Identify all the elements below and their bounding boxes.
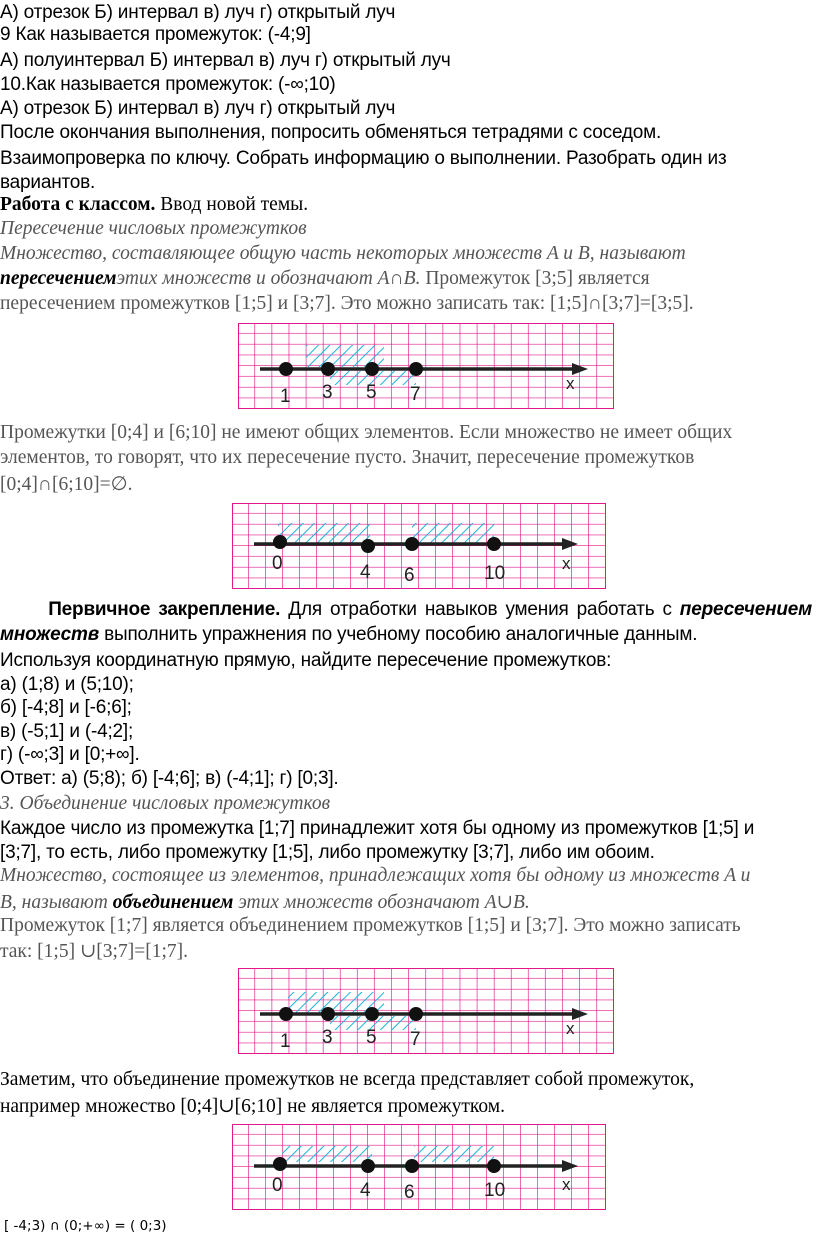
term-intersection: пересечением <box>0 268 117 289</box>
number-line-figure-3 <box>238 968 614 1054</box>
example-union-1: Промежуток [1;7] является объединением промежутков [1;5] и [3;7]. Это можно записать <box>0 915 741 936</box>
question-10: 10.Как называется промежуток: (-∞;10) <box>0 74 336 95</box>
tick-label: 7 <box>410 1029 421 1050</box>
tick-label: 4 <box>360 1180 371 1201</box>
tick-label: 10 <box>484 563 506 584</box>
point-1 <box>279 1007 293 1021</box>
exercise-c: в) (-5;1] и (-4;2]; <box>0 721 134 742</box>
example-union-2: так: [1;5] ∪[3;7]=[1;7]. <box>0 941 188 962</box>
hatch-segment-right <box>412 523 494 543</box>
axis-label: x <box>566 1019 575 1038</box>
class-work-bold: Работа с классом. <box>0 194 156 215</box>
union-paragraph-1: Каждое число из промежутка [1;7] принадлежит хотя бы одному из промежутков [1;5] и <box>0 818 755 839</box>
consolidation-heading: Первичное закрепление. <box>48 599 281 620</box>
answer-options-9: А) полуинтервал Б) интервал в) луч г) открытый луч <box>0 50 451 71</box>
paragraph-empty-1: Промежутки [0;4] и [6;10] не имеют общих элементов. Если множество не имеет общих <box>0 422 733 443</box>
example-intro: Промежуток [3;5] является <box>420 268 650 289</box>
tick-label: 0 <box>272 553 283 574</box>
exercise-a: а) (1;8) и (5;10); <box>0 674 134 695</box>
question-9: 9 Как называется промежуток: (-4;9] <box>0 24 311 45</box>
exercise-intro: Используя координатную прямую, найдите пересечение промежутков: <box>0 650 612 671</box>
point-3 <box>321 362 335 376</box>
example-intersection: пересечением промежутков [1;5] и [3;7]. Это можно записать так: [1;5]∩[3;7]=[3;5]. <box>0 293 694 314</box>
point-7 <box>409 362 423 376</box>
consolidation-text: Для отработки навыков умения работать с <box>280 599 680 620</box>
axis-label: x <box>562 554 571 573</box>
answer-options-8: А) отрезок Б) интервал в) луч г) открытый луч <box>0 2 396 23</box>
class-work-rest: Ввод новой темы. <box>155 194 309 215</box>
tick-label: 1 <box>280 386 291 407</box>
definition-union-1: Множество, состоящее из элементов, принадлежащих хотя бы одному из множеств A и <box>0 865 751 886</box>
point-5 <box>365 1007 379 1021</box>
instruction-line-3: вариантов. <box>0 172 96 193</box>
class-work-heading <box>0 194 308 216</box>
definition-intersection-1: Множество, составляющее общую часть некоторых множеств A и B, называют <box>0 243 686 264</box>
instruction-line-1: После окончания выполнения, попросить обменяться тетрадями с соседом. <box>0 122 662 143</box>
point-0 <box>273 1157 287 1171</box>
term-union: объединением <box>112 892 234 913</box>
hatch-segment-left <box>282 1146 372 1162</box>
tick-label: 6 <box>404 565 415 586</box>
definition-intersection-2 <box>0 268 650 290</box>
tick-label: 4 <box>360 562 371 583</box>
point-4 <box>361 1159 375 1173</box>
tick-label: 7 <box>410 384 421 405</box>
number-line-figure-1 <box>238 323 614 409</box>
point-7 <box>409 1007 423 1021</box>
exercise-d: г) (-∞;3] и [0;+∞]. <box>0 744 140 765</box>
consolidation-line-2 <box>0 624 697 646</box>
point-10 <box>487 537 501 551</box>
tick-label: 5 <box>366 1027 377 1048</box>
paragraph-empty-2: элементов, то говорят, что их пересечение пусто. Значит, пересечение промежутков <box>0 447 695 468</box>
number-line-figure-4 <box>232 1124 606 1210</box>
consolidation-text-2: выполнить упражнения по учебному пособию аналогичные данным. <box>99 624 698 645</box>
bottom-formula: [ -4;3) ∩ (0;+∞) = ( 0;3) <box>4 1218 167 1234</box>
instruction-line-2: Взаимопроверка по ключу. Собрать информацию о выполнении. Разобрать один из <box>0 148 727 169</box>
point-3 <box>321 1007 335 1021</box>
point-0 <box>273 535 287 549</box>
term-intersection-ref: пересечением <box>679 599 812 620</box>
definition-union-lead: B, называют <box>0 892 113 913</box>
section-title-intersection: Пересечение числовых промежутков <box>0 218 307 239</box>
hatch-segment-right <box>414 1146 494 1162</box>
grid-background <box>238 323 614 409</box>
union-paragraph-2: [3;7], то есть, либо промежутку [1;5], либо промежутку [3;7], либо им обоим. <box>0 842 655 863</box>
point-6 <box>405 537 419 551</box>
definition-union-2 <box>0 890 530 914</box>
paragraph-empty-3: [0;4]∩[6;10]=∅. <box>0 474 133 495</box>
tick-label: 5 <box>366 382 377 403</box>
tick-label: 6 <box>404 1182 415 1203</box>
section-title-union: 3. Объединение числовых промежутков <box>0 793 331 814</box>
hatch-segment-left <box>278 523 370 543</box>
exercise-b: б) [-4;8] и [-6;6]; <box>0 697 132 718</box>
point-1 <box>279 362 293 376</box>
tick-label: 3 <box>322 1027 333 1048</box>
point-4 <box>361 539 375 553</box>
tick-label: 3 <box>322 382 333 403</box>
remark-line-2: например множество [0;4]∪[6;10] не является промежутком. <box>0 1096 506 1117</box>
axis-label: x <box>562 1175 571 1194</box>
definition-union-tail: этих множеств обозначают A∪B. <box>233 892 530 913</box>
remark-line-1: Заметим, что объединение промежутков не всегда представляет собой промежуток, <box>0 1069 695 1090</box>
term-sets: множеств <box>0 624 100 645</box>
axis-label: x <box>566 374 575 393</box>
definition-tail: этих множеств и обозначают A∩B. <box>116 268 421 289</box>
exercise-answer: Ответ: а) (5;8); б) [-4;6]; в) (-4;1]; г) [0;3]. <box>0 768 339 789</box>
grid-background <box>232 503 606 589</box>
consolidation-line-1 <box>0 599 812 621</box>
answer-options-10: А) отрезок Б) интервал в) луч г) открытый луч <box>0 98 396 119</box>
point-6 <box>405 1159 419 1173</box>
tick-label: 1 <box>280 1031 291 1052</box>
tick-label: 0 <box>272 1175 283 1196</box>
number-line-figure-2 <box>232 503 606 589</box>
point-5 <box>365 362 379 376</box>
tick-label: 10 <box>484 1180 506 1201</box>
point-10 <box>487 1159 501 1173</box>
